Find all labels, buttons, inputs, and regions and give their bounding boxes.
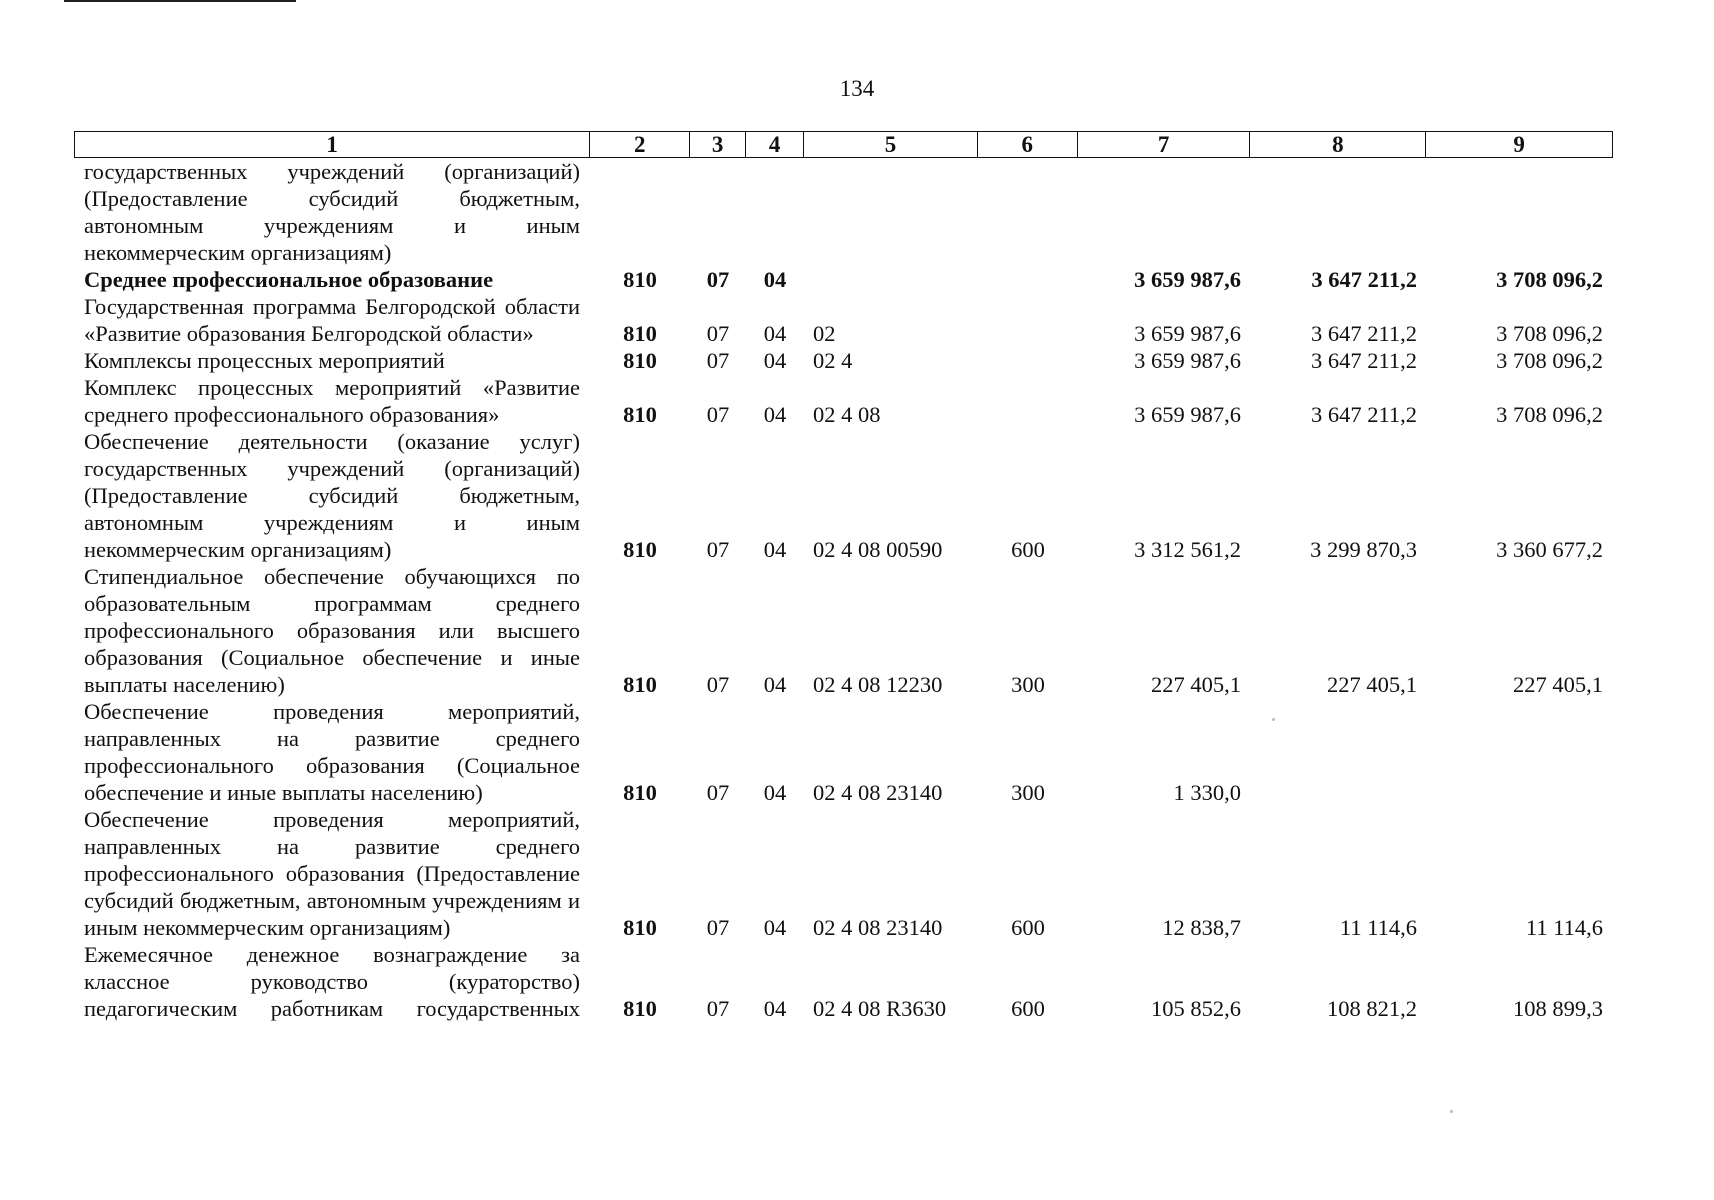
row-amount-3: 108 899,3	[1513, 996, 1603, 1021]
table-row	[74, 266, 1613, 293]
row-target-article: 02 4 08 12230	[813, 672, 943, 697]
row-section-code: 07	[706, 996, 730, 1021]
table-row	[74, 941, 1613, 1022]
row-section-code: 07	[706, 348, 730, 373]
row-amount-1: 227 405,1	[1151, 672, 1241, 697]
row-name: Обеспечение деятельности (оказание услуг) государственных учреждений (организаций) (Предоставление субсидий бюджетным, автономным учреждениям и иным некоммерческим организациям)	[84, 429, 580, 562]
header-col-6: 6	[978, 132, 1078, 157]
budget-table	[74, 131, 1613, 1022]
table-row	[74, 563, 1613, 698]
row-amount-3: 3 360 677,2	[1496, 537, 1603, 562]
row-name: Комплекс процессных мероприятий «Развитие среднего профессионального образования»	[84, 375, 580, 427]
header-col-8: 8	[1250, 132, 1426, 157]
table-row	[74, 374, 1613, 428]
row-ministry-code: 810	[623, 537, 657, 562]
row-subsection-code: 04	[763, 267, 787, 292]
row-expense-type: 300	[1011, 672, 1045, 697]
row-amount-2: 3 647 211,2	[1310, 321, 1417, 346]
row-ministry-code: 810	[623, 915, 657, 940]
row-subsection-code: 04	[763, 348, 787, 373]
page-number: 134	[839, 76, 875, 101]
row-section-code: 07	[706, 267, 730, 292]
row-subsection-code: 04	[763, 537, 787, 562]
row-ministry-code: 810	[623, 267, 657, 292]
row-name: Обеспечение проведения мероприятий, направленных на развитие среднего профессионального образования (Социальное обеспечение и иные выплаты населению)	[84, 699, 580, 805]
row-target-article: 02 4 08	[813, 402, 881, 427]
row-amount-1: 105 852,6	[1151, 996, 1241, 1021]
table-row	[74, 158, 1613, 266]
header-col-7: 7	[1078, 132, 1251, 157]
row-subsection-code: 04	[763, 996, 787, 1021]
row-ministry-code: 810	[623, 996, 657, 1021]
row-subsection-code: 04	[763, 915, 787, 940]
row-amount-1: 3 659 987,6	[1134, 321, 1241, 346]
row-name: Обеспечение проведения мероприятий, направленных на развитие среднего профессионального образования (Предоставление субсидий бюджетным, автономным учреждениям и иным некоммерческим организациям)	[84, 807, 580, 940]
row-section-code: 07	[706, 321, 730, 346]
row-ministry-code: 810	[623, 402, 657, 427]
row-name: Среднее профессиональное образование	[84, 267, 494, 292]
header-col-4: 4	[746, 132, 804, 157]
row-amount-1: 3 659 987,6	[1134, 402, 1241, 427]
row-ministry-code: 810	[623, 348, 657, 373]
table-row	[74, 428, 1613, 563]
row-name: Стипендиальное обеспечение обучающихся по образовательным программам среднего профессионального образования или высшего образования (Социальное обеспечение и иные выплаты населению)	[84, 564, 580, 697]
row-amount-3: 3 708 096,2	[1496, 402, 1603, 427]
row-amount-2: 3 647 211,2	[1310, 402, 1417, 427]
row-amount-3: 3 708 096,2	[1496, 321, 1603, 346]
row-section-code: 07	[706, 780, 730, 805]
row-amount-2: 3 299 870,3	[1310, 537, 1417, 562]
row-amount-3: 3 708 096,2	[1496, 348, 1603, 373]
row-amount-2: 108 821,2	[1327, 996, 1417, 1021]
row-subsection-code: 04	[763, 321, 787, 346]
row-amount-3: 227 405,1	[1513, 672, 1603, 697]
header-col-1: 1	[75, 132, 590, 157]
row-amount-2: 227 405,1	[1327, 672, 1417, 697]
scan-speck	[1450, 1110, 1453, 1113]
row-target-article: 02 4 08 R3630	[813, 996, 947, 1021]
row-target-article: 02 4	[813, 348, 853, 373]
row-target-article: 02	[813, 321, 836, 346]
corner-rule	[64, 0, 296, 2]
row-amount-1: 3 659 987,6	[1134, 267, 1241, 292]
header-col-5: 5	[804, 132, 978, 157]
row-target-article: 02 4 08 23140	[813, 780, 943, 805]
row-ministry-code: 810	[623, 321, 657, 346]
table-row	[74, 293, 1613, 347]
row-amount-1: 1 330,0	[1173, 780, 1241, 805]
row-name: Государственная программа Белгородской области «Развитие образования Белгородской области»	[84, 294, 580, 346]
row-ministry-code: 810	[623, 672, 657, 697]
row-name: Ежемесячное денежное вознаграждение за классное руководство (кураторство) педагогическим работникам государственных	[84, 942, 580, 1021]
row-amount-1: 12 838,7	[1162, 915, 1241, 940]
row-section-code: 07	[706, 537, 730, 562]
row-expense-type: 600	[1011, 996, 1045, 1021]
row-subsection-code: 04	[763, 402, 787, 427]
row-name: Комплексы процессных мероприятий	[84, 348, 445, 373]
row-expense-type: 600	[1011, 537, 1045, 562]
row-amount-2: 3 647 211,2	[1310, 348, 1417, 373]
row-amount-2: 3 647 211,2	[1311, 267, 1417, 292]
row-section-code: 07	[706, 915, 730, 940]
header-col-3: 3	[690, 132, 746, 157]
row-subsection-code: 04	[763, 780, 787, 805]
table-row	[74, 698, 1613, 806]
row-amount-2: 11 114,6	[1339, 915, 1417, 940]
header-col-2: 2	[590, 132, 690, 157]
row-amount-1: 3 312 561,2	[1134, 537, 1241, 562]
table-header	[74, 131, 1613, 158]
row-amount-1: 3 659 987,6	[1134, 348, 1241, 373]
table-row	[74, 347, 1613, 374]
scan-speck	[1272, 718, 1275, 721]
row-section-code: 07	[706, 402, 730, 427]
row-ministry-code: 810	[623, 780, 657, 805]
row-amount-3: 3 708 096,2	[1496, 267, 1603, 292]
row-name: государственных учреждений (организаций) (Предоставление субсидий бюджетным, автономным учреждениям и иным некоммерческим организациям)	[84, 159, 580, 265]
row-amount-3: 11 114,6	[1525, 915, 1603, 940]
row-target-article: 02 4 08 23140	[813, 915, 943, 940]
row-expense-type: 600	[1011, 915, 1045, 940]
header-col-9: 9	[1513, 132, 1525, 157]
row-expense-type: 300	[1011, 780, 1045, 805]
table-row	[74, 806, 1613, 941]
row-target-article: 02 4 08 00590	[813, 537, 943, 562]
row-subsection-code: 04	[763, 672, 787, 697]
row-section-code: 07	[706, 672, 730, 697]
